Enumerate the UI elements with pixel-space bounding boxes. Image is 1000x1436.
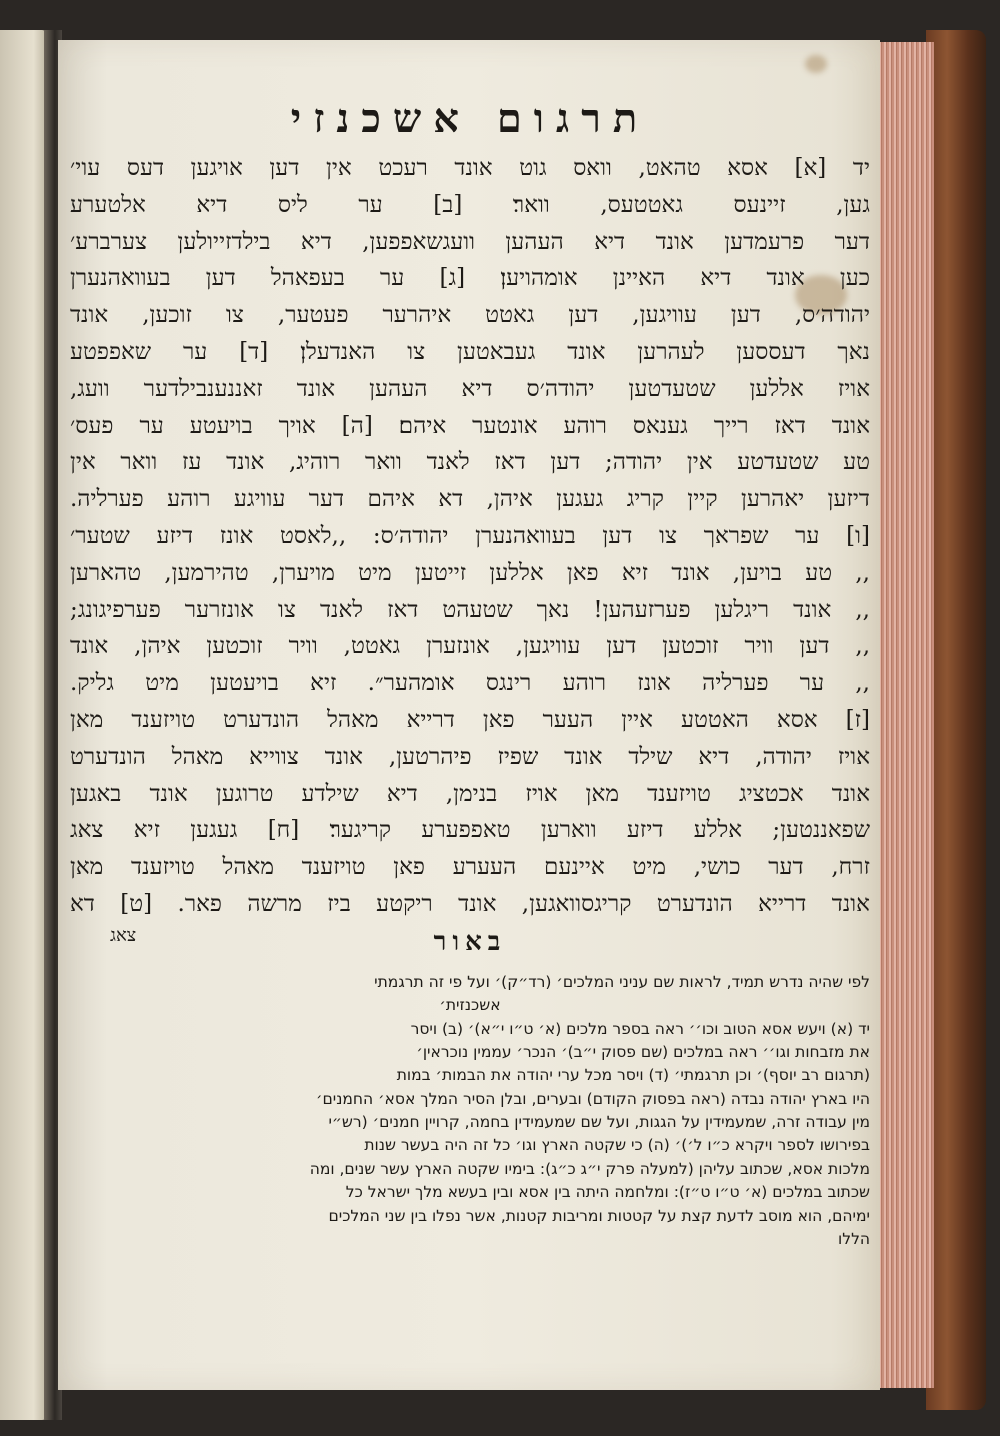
main-text-line: יהודה׳ס, דען עוויגען, דען גאטט איהרער פעטער, צו זוכען, אונד [70,302,870,329]
main-text-line: דיזען יאהרען קיין קריג געגען איהן, דא איהם דער עוויגע רוהע פערליה. [70,486,870,513]
commentary-line: (תרגום רב יוסף)׳ וכן תרגמתי׳ (ד) ויסר מכל ערי יהודה את הבמות׳ במות [396,1066,870,1085]
commentary-header-row [70,924,870,965]
catchword: צאג [110,924,137,946]
commentary-line: שכתוב במלכים (א׳ ט״ו ט״ז): ומלחמה היתה בין אסא ובין בעשא מלך ישראל כל [345,1183,870,1202]
main-text-line: אויז אללען שטעדטען יהודה׳ס דיא העהען אונד זאננענבילדער וועג, [70,375,870,402]
commentary-line: בפירושו לספר ויקרא כ״ו ל׳)׳ (ה) כי שקטה הארץ וגו׳ כל זה היה בעשר שנות [364,1136,870,1155]
commentary-line: מלכות אסא, שכתוב עליהן (למעלה פרק י״ג כ״ג): בימיו שקטה הארץ עשר שנים, ומה [309,1159,870,1178]
main-text-line: זרח, דער כושי, מיט איינעם העערע פאן טויזענד מאהל טויזענד מאן [70,854,870,881]
main-text-line: ,, טע בויען, אונד זיא פאן אללען זייטען מיט מויערן, טהירמען, טהארען [70,559,870,586]
main-text-line: ,, אונד ריגלען פערזעהען! נאך שטעהט דאז לאנד צו אונזרער פערפיגונג; [70,596,870,623]
commentary-line: יד (א) ויעש אסא הטוב וכו׳׳ ראה בספר מלכים (א׳ ט״ו י״א)׳ (ב) ויסר [410,1019,870,1038]
commentary-text [70,971,870,1252]
book-cover-edge [926,30,986,1410]
facing-page-edge [0,30,48,1420]
page-content [70,85,870,1251]
commentary-line: ימיהם, הוא מוסב לדעת קצת על קטטות ומריבות קטנות, אשר נפלו בין שני המלכים [328,1206,870,1225]
main-text-line: אונד אכטציג טויזענד מאן אויז בנימן, דיא שילדע טרוגען אונד באגען [70,780,870,807]
page-fore-edge [872,42,934,1388]
running-title: תרגום אשכנזי [290,95,650,142]
main-text-line: שפאננטען; אללע דיזע ווארען טאפפערע קריגער׃ [ח] געגען זיא צאג [70,817,870,844]
main-text [70,150,870,923]
main-text-line: [ז] אסא האטטע איין העער פאן דרייא מאהל הונדערט טויזענד מאן [70,706,870,733]
main-text-line: נאך דעססען לעהרען אונד געבאטען צו האנדעלן׃ [ד] ער שאפפטע [70,338,870,365]
main-text-line: כען אונד דיא האיינן אומהויען׃ [ג] ער בעפאהל דען בעוואהנערן [70,265,870,292]
commentary-line: לפי שהיה נדרש תמיד, לראות שם עניני המלכים׳ (רד״ק)׳ ועל פי זה תרגמתי [374,972,870,991]
main-text-line: ,, דען וויר זוכטען דען עוויגען, אונזערן גאטט, וויר זוכטען איהן, אונד [70,633,870,660]
paper-stain [805,55,827,73]
commentary-line: היו בארץ יהודה נבדה (ראה בפסוק הקודם) ובערים, ובלן הסיר המלך אסא׳ החמנים׳ [316,1089,870,1108]
main-text-line: אויז יהודה, דיא שילד אונד שפיז פיהרטען, אונד צווייא מאהל הונדערט [70,743,870,770]
commentary-line: מין עבודה זרה, שמעמידין על הגגות, ועל שם שמעמידין בחמה, קרויין חמנים׳ (רש״י [328,1113,870,1132]
main-text-line: יד [א] אסא טהאט, וואס גוט אונד רעכט אין דען אויגען דעס עוי׳ [70,155,870,181]
commentary-line: אשכנזית׳ [439,996,501,1015]
main-text-line: אונד דרייא הונדערט קריגסוואגען, אונד ריקטע ביז מרשה פאר. [ט] דא [70,890,870,917]
main-text-line: טע שטעדטע אין יהודה; דען דאז לאנד וואר רוהיג, אונד עז וואר אין [70,449,870,476]
main-text-line: אונד דאז רייך גענאס רוהע אונטער איהם׃ [ה] אויך בויעטע ער פעס׳ [70,412,870,439]
main-text-line: ,, ער פערליה אונז רוהע רינגס אומהער״. זיא בויעטען מיט גליק. [70,670,870,697]
main-text-line: דער פרעמדען אונד דיא העהען וועגשאפפען, דיא בילדזייולען צערברע׳ [70,228,870,255]
main-text-line: [ו] ער שפראך צו דען בעוואהנערן יהודה׳ס: ,,לאסט אונז דיזע שטער׳ [70,522,870,549]
commentary-line: הללו [838,1230,870,1249]
commentary-heading: באור [433,926,507,957]
main-text-line: גען, זיינעס גאטטעס, וואר׃ [ב] ער ליס דיא אלטערע [70,191,870,218]
commentary-line: את מזבחות וגו׳׳ ראה במלכים (שם פסוק י״ב)׳ הנכר׳ עממין נוכראין׳ [416,1042,870,1061]
